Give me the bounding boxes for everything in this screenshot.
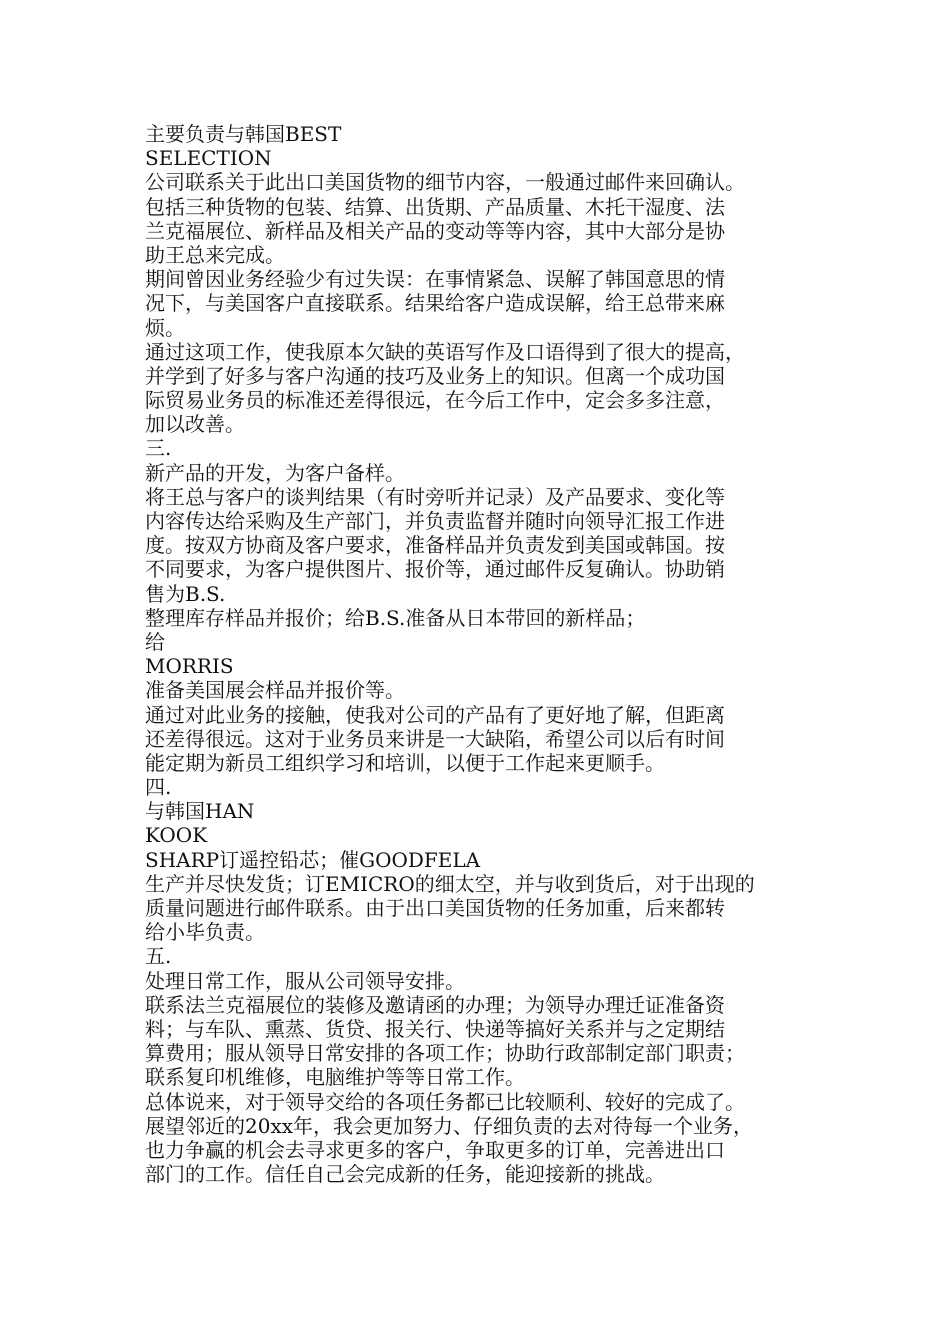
text-line: 三. <box>145 436 172 461</box>
text-line: 也力争赢的机会去寻求更多的客户，争取更多的订单，完善进出口 <box>145 1137 725 1162</box>
text-line: 部门的工作。信任自己会完成新的任务，能迎接新的挑战。 <box>145 1162 665 1187</box>
text-line: 将王总与客户的谈判结果（有时旁听并记录）及产品要求、变化等 <box>145 484 725 509</box>
text-line: 烦。 <box>145 315 185 340</box>
text-line: 生产并尽快发货；订EMICRO的细太空，并与收到货后，对于出现的 <box>145 871 755 896</box>
text-line: 期间曾因业务经验少有过失误：在事情紧急、误解了韩国意思的情 <box>145 267 725 292</box>
text-line: 联系法兰克福展位的装修及邀请函的办理；为领导办理迁证准备资 <box>145 992 725 1017</box>
text-line: 并学到了好多与客户沟通的技巧及业务上的知识。但离一个成功国 <box>145 363 725 388</box>
text-line: 料；与车队、熏蒸、货贷、报关行、快递等搞好关系并与之定期结 <box>145 1016 725 1041</box>
text-line: 处理日常工作，服从公司领导安排。 <box>145 968 465 993</box>
text-line: 售为B.S. <box>145 581 226 606</box>
text-line: 兰克福展位、新样品及相关产品的变动等等内容，其中大部分是协 <box>145 218 725 243</box>
text-line: 加以改善。 <box>145 412 245 437</box>
text-line: SHARP订遥控铅芯；催GOODFELA <box>145 847 481 872</box>
text-line: 五. <box>145 944 172 969</box>
text-line: 包括三种货物的包装、结算、出货期、产品质量、木托干湿度、法 <box>145 194 725 219</box>
text-line: 整理库存样品并报价；给B.S.准备从日本带回的新样品； <box>145 605 646 630</box>
text-line: 能定期为新员工组织学习和培训，以便于工作起来更顺手。 <box>145 750 665 775</box>
text-line: 算费用；服从领导日常安排的各项工作；协助行政部制定部门职责； <box>145 1041 745 1066</box>
text-line: 内容传达给采购及生产部门，并负责监督并随时向领导汇报工作进 <box>145 509 725 533</box>
text-line: 通过这项工作，使我原本欠缺的英语写作及口语得到了很大的提高， <box>145 339 745 364</box>
text-line: 助王总来完成。 <box>145 242 285 267</box>
document-body <box>145 122 817 1186</box>
text-line: 质量问题进行邮件联系。由于出口美国货物的任务加重，后来都转 <box>145 896 725 920</box>
text-line: 新产品的开发，为客户备样。 <box>145 460 405 485</box>
text-line: 通过对此业务的接触，使我对公司的产品有了更好地了解，但距离 <box>145 702 725 727</box>
text-line: 与韩国HAN <box>145 799 255 824</box>
text-line: 度。按双方协商及客户要求，准备样品并负责发到美国或韩国。按 <box>145 533 725 558</box>
text-line: 公司联系关于此出口美国货物的细节内容，一般通过邮件来回确认。 <box>145 170 745 195</box>
text-line: 总体说来，对于领导交给的各项任务都已比较顺利、较好的完成了。 <box>145 1089 745 1114</box>
text-line: 不同要求，为客户提供图片、报价等，通过邮件反复确认。协助销 <box>145 557 725 582</box>
text-line: 还差得很远。这对于业务员来讲是一大缺陷，希望公司以后有时间 <box>145 726 725 751</box>
text-line: 况下，与美国客户直接联系。结果给客户造成误解，给王总带来麻 <box>145 291 725 316</box>
text-line: KOOK <box>145 823 208 848</box>
text-line: 准备美国展会样品并报价等。 <box>145 678 405 703</box>
text-line: 展望邻近的20xx年，我会更加努力、仔细负责的去对待每一个业务， <box>145 1113 754 1138</box>
text-line: MORRIS <box>145 654 234 679</box>
text-line: 联系复印机维修，电脑维护等等日常工作。 <box>145 1065 525 1090</box>
text-line: 主要负责与韩国BEST <box>145 122 342 146</box>
text-line: 四. <box>145 775 172 800</box>
text-line: SELECTION <box>145 146 272 171</box>
text-line: 际贸易业务员的标准还差得很远，在今后工作中，定会多多注意， <box>145 388 725 413</box>
text-line: 给 <box>145 629 165 654</box>
text-line: 给小毕负责。 <box>145 920 265 945</box>
